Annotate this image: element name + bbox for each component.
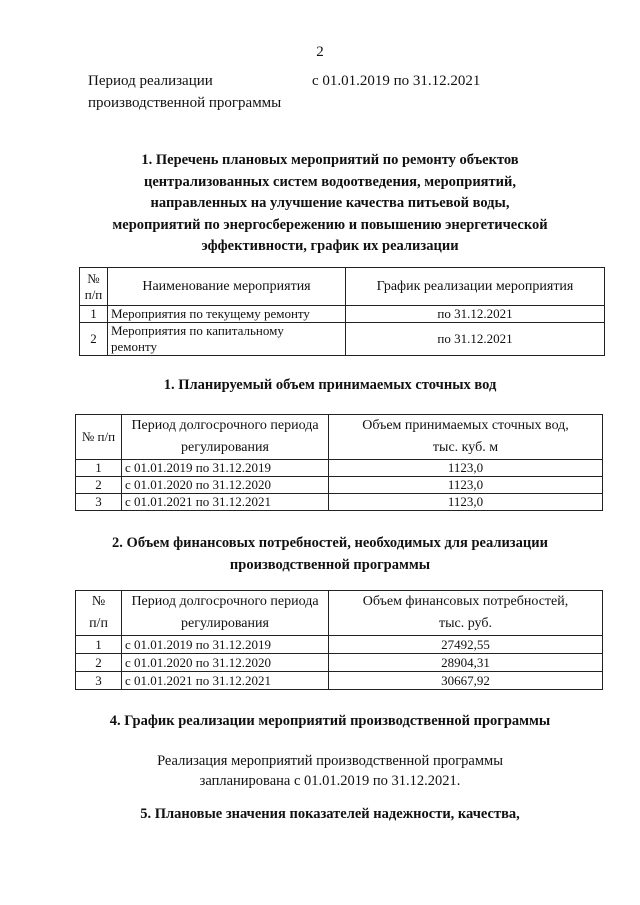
- header-num: № п/п: [76, 415, 122, 460]
- table-row: [76, 672, 603, 690]
- cell-num: 2: [80, 323, 108, 356]
- section4-text-line2: запланирована с 01.01.2019 по 31.12.2021.: [199, 773, 461, 789]
- cell-schedule: по 31.12.2021: [346, 323, 605, 356]
- cell-name-line2: ремонту: [111, 339, 157, 354]
- cell-period: с 01.01.2020 по 31.12.2020: [122, 654, 329, 672]
- header-num-line2: п/п: [89, 616, 108, 631]
- table-header-row: [80, 268, 605, 306]
- header-num-line2: п/п: [84, 286, 103, 302]
- header-period-line2: регулирования: [181, 440, 269, 455]
- header-num-line1: №: [91, 594, 106, 609]
- section1-title-line: 1. Перечень плановых мероприятий по ремонту объектов: [141, 152, 519, 168]
- table-row: [80, 306, 605, 323]
- cell-num: 3: [76, 672, 122, 690]
- section1-title-line: эффективности, график их реализации: [201, 238, 459, 254]
- table-row: [76, 477, 603, 494]
- cell-period: с 01.01.2021 по 31.12.2021: [122, 672, 329, 690]
- period-value: с 01.01.2019 по 31.12.2021: [312, 73, 481, 89]
- section3-title-line1: 2. Объем финансовых потребностей, необходимых для реализации: [112, 535, 548, 551]
- section1-title-line: мероприятий по энергосбережению и повышению энергетической: [112, 216, 548, 233]
- header-schedule: График реализации мероприятия: [346, 268, 605, 306]
- table-row: [76, 636, 603, 654]
- cell-num: 1: [76, 460, 122, 477]
- header-num: [76, 591, 122, 636]
- header-finance-line2: тыс. руб.: [439, 616, 492, 631]
- cell-name-line1: Мероприятия по капитальному: [111, 323, 284, 338]
- cell-value: 1123,0: [329, 494, 603, 511]
- cell-value: 1123,0: [329, 477, 603, 494]
- section2-title: 1. Планируемый объем принимаемых сточных вод: [163, 377, 497, 393]
- header-period-line1: Период долгосрочного периода: [131, 418, 319, 433]
- section5-title: 5. Плановые значения показателей надежности, качества,: [140, 806, 520, 822]
- cell-num: 2: [76, 477, 122, 494]
- cell-num: 1: [80, 306, 108, 323]
- cell-value: 30667,92: [329, 672, 603, 690]
- cell-period: с 01.01.2020 по 31.12.2020: [122, 477, 329, 494]
- cell-name: Мероприятия по текущему ремонту: [108, 306, 346, 323]
- page-number: 2: [316, 44, 324, 60]
- cell-period: с 01.01.2019 по 31.12.2019: [122, 636, 329, 654]
- cell-value: 27492,55: [329, 636, 603, 654]
- table-header-row: [76, 415, 603, 460]
- cell-name: [108, 323, 346, 356]
- section3-title-line2: производственной программы: [229, 556, 431, 573]
- section3-title: [60, 533, 600, 576]
- table-row: [76, 460, 603, 477]
- header-finance: [329, 591, 603, 636]
- table-row: [80, 323, 605, 356]
- header-period: [122, 415, 329, 460]
- period-label-line2: производственной программы: [88, 95, 282, 111]
- header-finance-line1: Объем финансовых потребностей,: [362, 594, 569, 609]
- finance-table: [75, 590, 603, 690]
- section4-text-line1: Реализация мероприятий производственной программы: [157, 753, 503, 769]
- cell-schedule: по 31.12.2021: [346, 306, 605, 323]
- section4-text: [60, 751, 600, 791]
- wastewater-table: [75, 414, 603, 511]
- cell-period: с 01.01.2019 по 31.12.2019: [122, 460, 329, 477]
- header-period-line1: Период долгосрочного периода: [131, 594, 319, 609]
- section1-title-line: централизованных систем водоотведения, мероприятий,: [144, 173, 516, 190]
- header-volume-line1: Объем принимаемых сточных вод,: [362, 418, 569, 433]
- table-row: [76, 494, 603, 511]
- header-num-line1: №: [87, 270, 100, 286]
- table-row: [76, 654, 603, 672]
- header-period-line2: регулирования: [181, 616, 269, 631]
- header-volume-line2: тыс. куб. м: [432, 440, 499, 455]
- period-label: [88, 70, 281, 114]
- cell-period: с 01.01.2021 по 31.12.2021: [122, 494, 329, 511]
- cell-num: 3: [76, 494, 122, 511]
- cell-value: 28904,31: [329, 654, 603, 672]
- section1-title: [60, 150, 600, 258]
- cell-value: 1123,0: [329, 460, 603, 477]
- header-period: [122, 591, 329, 636]
- header-volume: [329, 415, 603, 460]
- section1-title-line: направленных на улучшение качества питьевой воды,: [150, 195, 510, 211]
- header-name: Наименование мероприятия: [108, 268, 346, 306]
- cell-num: 2: [76, 654, 122, 672]
- section4-title: 4. График реализации мероприятий производственной программы: [109, 713, 551, 729]
- measures-table: [79, 267, 605, 356]
- cell-num: 1: [76, 636, 122, 654]
- table-header-row: [76, 591, 603, 636]
- header-num: [80, 268, 108, 306]
- period-label-line1: Период реализации: [88, 73, 213, 89]
